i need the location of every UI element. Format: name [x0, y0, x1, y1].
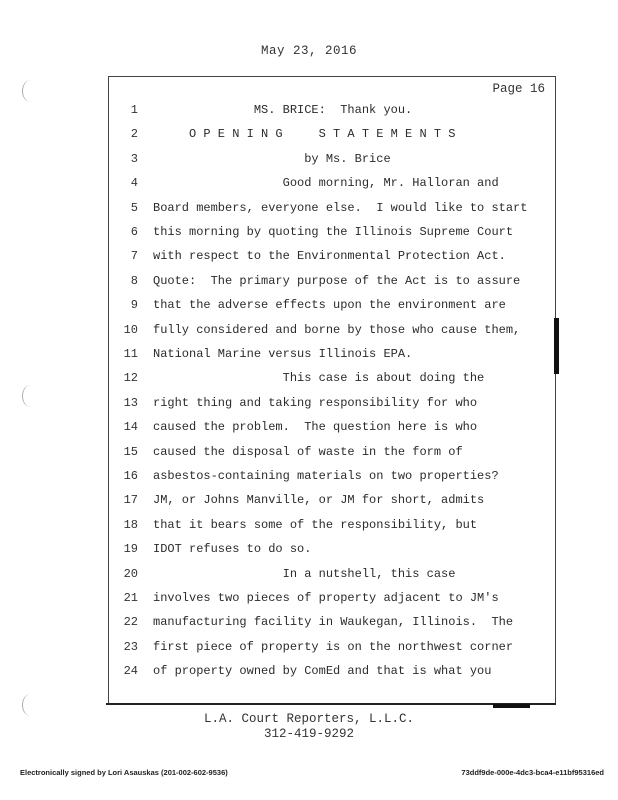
line-number: 7 [130, 249, 138, 264]
transcript-line [0, 244, 618, 268]
transcript-line [0, 562, 618, 586]
line-number: 1 [130, 103, 138, 117]
line-number: 12 [123, 371, 138, 386]
line-text: manufacturing facility in Waukegan, Illinois. The [153, 615, 514, 630]
transcript-line [0, 269, 618, 293]
line-text: Good morning, Mr. Halloran and [153, 176, 499, 191]
transcript-line [0, 440, 618, 464]
line-text: fully considered and borne by those who cause them, [153, 322, 521, 337]
transcript-line [0, 513, 618, 537]
line-number: 4 [130, 176, 138, 191]
transcript-line [0, 98, 618, 122]
line-text: that the adverse effects upon the environment are [153, 298, 506, 313]
transcript-line [0, 659, 618, 683]
transcript-line [0, 610, 618, 634]
line-text: of property owned by ComEd and that is what you [153, 664, 492, 679]
transcript-line [0, 635, 618, 659]
transcript-line [0, 196, 618, 220]
line-text: caused the disposal of waste in the form of [153, 444, 463, 459]
line-number: 14 [123, 420, 138, 435]
transcript-line [0, 171, 618, 195]
line-number: 16 [123, 469, 138, 483]
line-number: 23 [123, 639, 138, 654]
scan-mark [493, 704, 530, 708]
frame-bottom-rule [106, 703, 556, 705]
court-reporter-phone: 312-419-9292 [263, 727, 354, 741]
line-number: 21 [123, 591, 138, 605]
line-text: National Marine versus Illinois EPA. [153, 347, 413, 361]
line-number: 3 [130, 151, 138, 166]
transcript-line [0, 415, 618, 439]
line-number: 22 [123, 615, 138, 630]
line-text: In a nutshell, this case [153, 566, 456, 581]
line-text: Quote: The primary purpose of the Act is to assure [153, 273, 521, 288]
line-number: 9 [130, 298, 138, 313]
line-text: IDOT refuses to do so. [153, 542, 312, 557]
line-text: O P E N I N G S T A T E M E N T S [153, 127, 456, 142]
line-number: 8 [130, 273, 138, 288]
line-text: by Ms. Brice [153, 151, 391, 166]
court-reporter-name: L.A. Court Reporters, L.L.C. [203, 712, 415, 726]
line-number: 10 [123, 322, 138, 337]
line-text: asbestos-containing materials on two properties? [153, 469, 499, 483]
line-text: with respect to the Environmental Protection Act. [153, 249, 506, 264]
line-number: 18 [123, 517, 138, 532]
transcript-line [0, 318, 618, 342]
line-text: this morning by quoting the Illinois Supreme Court [153, 225, 514, 239]
transcript-line [0, 122, 618, 146]
transcript-line [0, 391, 618, 415]
line-number: 15 [123, 444, 138, 459]
line-number: 5 [130, 200, 138, 215]
transcript-line [0, 342, 618, 366]
line-text: that it bears some of the responsibility, but [153, 517, 478, 532]
line-number: 13 [123, 395, 138, 410]
line-text: right thing and taking responsibility for who [153, 395, 478, 410]
transcript-line [0, 366, 618, 390]
line-text: This case is about doing the [153, 371, 485, 386]
line-number: 19 [123, 542, 138, 557]
transcript-line [0, 464, 618, 488]
line-text: caused the problem. The question here is who [153, 420, 478, 435]
electronic-signature: Electronically signed by Lori Asauskas (201-002-602-9536) [20, 768, 228, 777]
line-number: 11 [123, 347, 138, 361]
transcript-line [0, 147, 618, 171]
transcript-line [0, 488, 618, 512]
line-text: MS. BRICE: Thank you. [153, 103, 413, 117]
transcript-line [0, 293, 618, 317]
line-number: 17 [123, 493, 138, 508]
transcript-line [0, 220, 618, 244]
transcript-line [0, 537, 618, 561]
line-number: 24 [123, 664, 138, 679]
transcript-date: May 23, 2016 [260, 44, 357, 58]
transcript-line [0, 586, 618, 610]
line-number: 2 [130, 127, 138, 142]
document-id: 73ddf9de-000e-4dc3-bca4-e11bf95316ed [461, 768, 604, 777]
line-text: Board members, everyone else. I would like to start [153, 200, 528, 215]
line-text: JM, or Johns Manville, or JM for short, admits [153, 493, 485, 508]
page-number: Page 16 [492, 82, 545, 96]
line-text: involves two pieces of property adjacent to JM's [153, 591, 499, 605]
line-number: 20 [123, 566, 138, 581]
line-number: 6 [130, 225, 138, 239]
line-text: first piece of property is on the northwest corner [153, 639, 514, 654]
